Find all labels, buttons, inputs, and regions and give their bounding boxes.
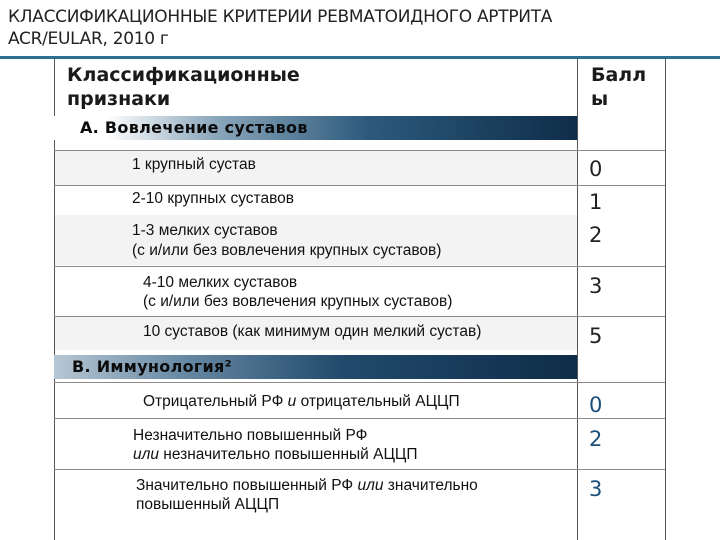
joint-row-2-text: 2-10 крупных суставов [132,190,294,207]
immuno-row-2-text-2: или незначительно повышенный АЦЦП [133,446,418,463]
joint-row-4-score: 3 [589,274,603,298]
row-divider [54,418,665,419]
section-b-label: В. Иммунология² [72,357,232,376]
joint-row-3-text-1: 1-3 мелких суставов [132,222,278,239]
header-criteria: Классификационные признаки [67,64,300,110]
immuno-row-1-text: Отрицательный РФ и отрицательный АЦЦП [143,393,460,410]
joint-row-1-text: 1 крупный сустав [132,156,256,173]
section-a-label: А. Вовлечение суставов [80,118,308,137]
joint-row-3-text-2: (с и/или без вовлечения крупных суставов) [132,242,442,259]
table-column-divider [577,59,578,540]
immuno-row-2-score: 2 [589,427,603,451]
title-line-1: КЛАССИФИКАЦИОННЫЕ КРИТЕРИИ РЕВМАТОИДНОГО АРТРИТА [8,7,553,27]
immuno-row-2-text-1: Незначительно повышенный РФ [133,427,368,444]
joint-row-1-score: 0 [589,157,603,181]
row-divider [54,266,665,267]
table-right-border [665,59,666,540]
joint-row-4-text-2: (с и/или без вовлечения крупных суставов) [143,293,453,310]
title-line-2: ACR/EULAR, 2010 г [8,29,169,49]
row-divider [54,185,665,186]
joint-row-3-score: 2 [589,223,603,247]
joint-row-5-text: 10 суставов (как минимум один мелкий сустав) [143,323,482,340]
header-score: Балл ы [591,64,647,110]
joint-row-2-score: 1 [589,190,603,214]
immuno-row-3-score: 3 [589,477,603,501]
row-divider [54,469,665,470]
page-title [8,6,552,50]
title-underline [0,56,720,59]
joint-row-5-score: 5 [589,324,603,348]
section-b-divider [54,382,665,383]
immuno-row-3-text-1: Значительно повышенный РФ или значительно [136,477,478,494]
immuno-row-1-score: 0 [589,393,603,417]
joint-row-4-text-1: 4-10 мелких суставов [143,274,298,291]
immuno-row-3-text-2: повышенный АЦЦП [136,496,280,513]
